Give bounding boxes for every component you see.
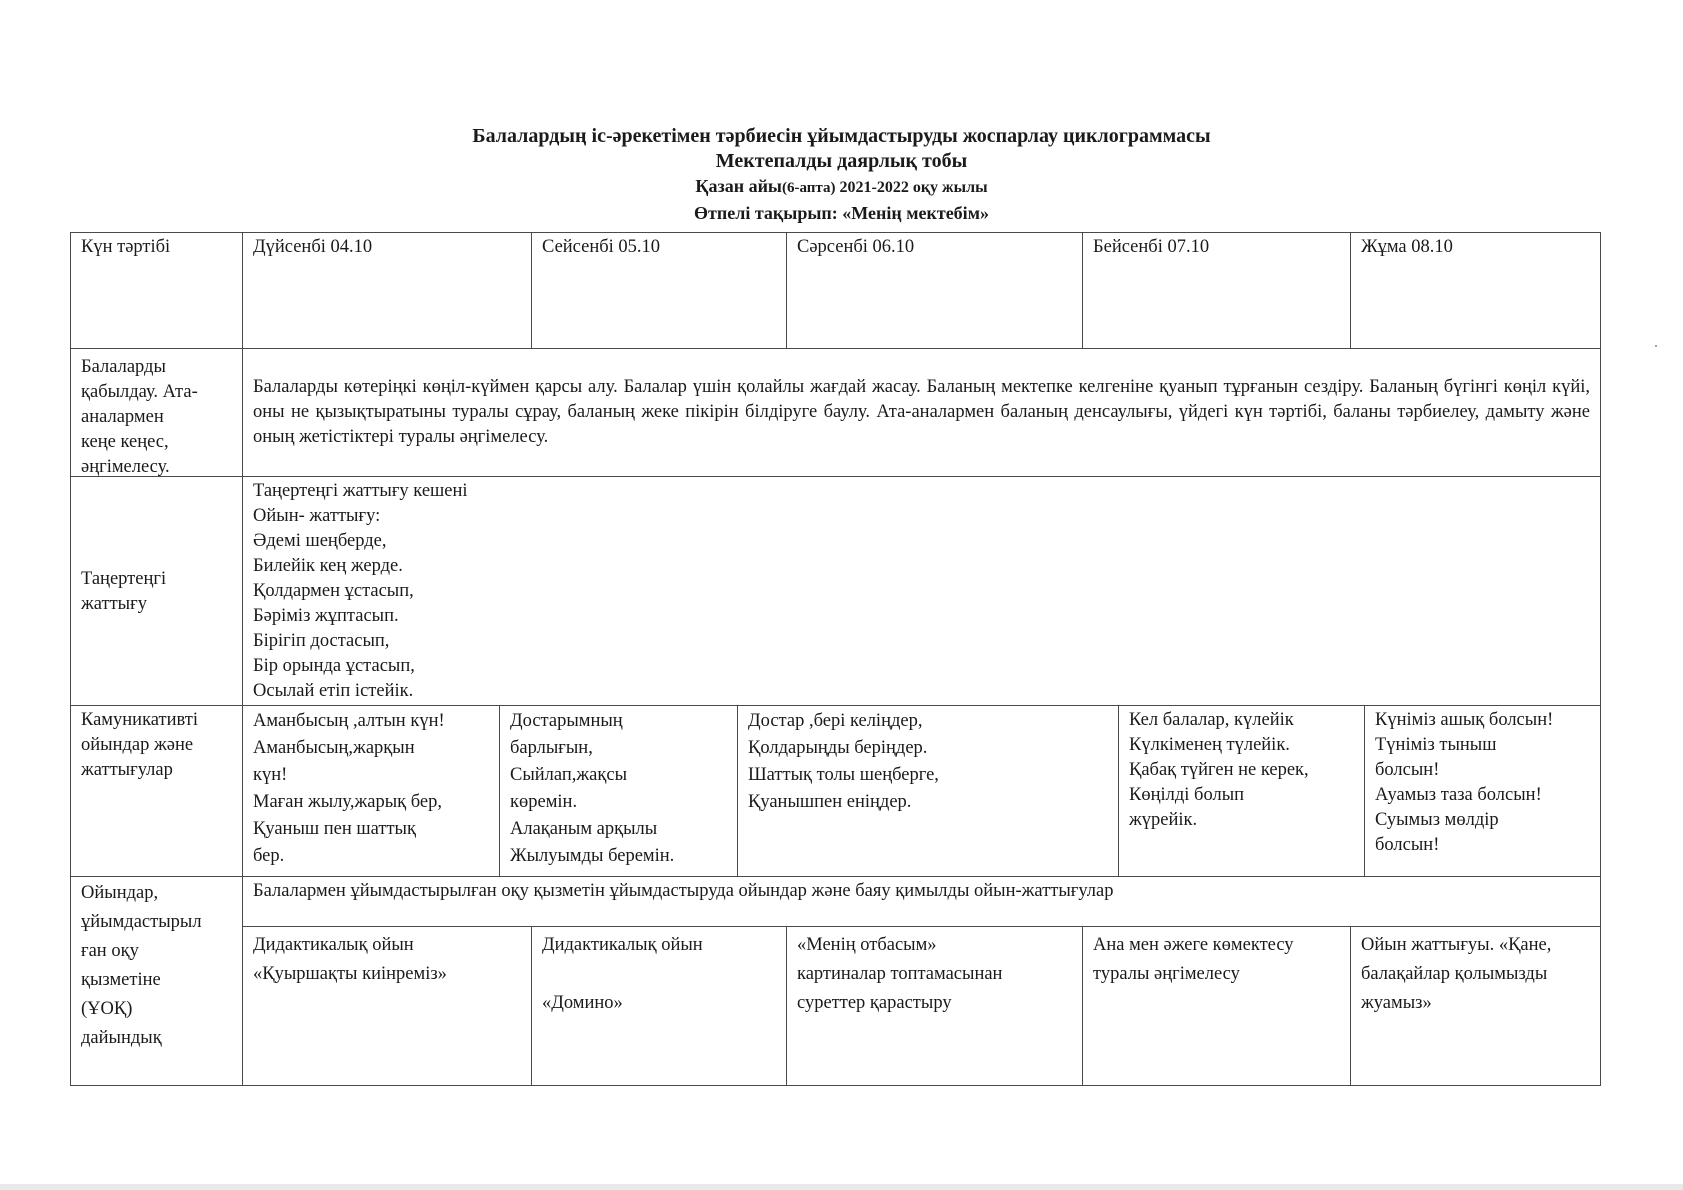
games-summary-cell xyxy=(242,876,1601,927)
document-title: Балалардың іс-әрекетімен тәрбиесін ұйымдастыруды жоспарлау циклограммасы xyxy=(472,125,1211,147)
theme-title: Өтпелі тақырып: «Менің мектебім» xyxy=(694,203,989,223)
verse-line: Достарымның xyxy=(510,711,623,731)
day-friday: Жұма 08.10 xyxy=(1361,237,1453,257)
exercise-line: Ойын- жаттығу: xyxy=(253,506,381,526)
activity-line xyxy=(542,960,776,989)
morning-label-cell xyxy=(70,476,243,706)
verse-line: Түніміз тыныш xyxy=(1375,735,1497,755)
exercise-line: Бір орында ұстасып, xyxy=(253,656,415,676)
reception-label-line: аналармен xyxy=(81,407,164,427)
communicative-label-line: ойындар және xyxy=(81,735,194,755)
verse-line: барлығын, xyxy=(510,738,593,758)
activity-line: «Қуыршақты киінреміз» xyxy=(253,964,447,984)
activity-line: картиналар топтамасынан xyxy=(797,964,1003,984)
scan-speck xyxy=(1655,345,1657,347)
communicative-day-cell xyxy=(1364,705,1601,877)
header-day-cell xyxy=(1350,232,1601,349)
communicative-label-line: Камуникативті xyxy=(81,710,198,730)
games-label-line: дайындық xyxy=(81,1028,162,1048)
reception-text: Балаларды көтеріңкі көңіл-күймен қарсы алу. Балалар үшін қолайлы жағдай жасау. Баланың мектепке келгеніне қуанып тұрғанын сездіру. Баланың бүгінгі көңіл күйі, оны не қызықтыратыны туралы сұрау, баланың жеке пікірін білдіруге баулу. Ата-аналармен баланың денсаулығы, үйдегі күн тәртібі, баланы тәрбиелеу, дамыту және оның жетістіктері туралы әңгімелесу. xyxy=(253,377,1590,447)
verse-line: Маған жылу,жарық бер, xyxy=(253,792,442,812)
period-title xyxy=(0,174,1683,201)
communicative-label-cell xyxy=(70,705,243,877)
day-tuesday: Сейсенбі 05.10 xyxy=(542,237,661,257)
games-label-line: (ҰОҚ) xyxy=(81,999,133,1019)
verse-line: көремін. xyxy=(510,792,578,812)
period-year: 2021-2022 оқу жылы xyxy=(835,179,988,196)
period-month: Қазан айы xyxy=(695,176,782,196)
verse-line: Кел балалар, күлейік xyxy=(1129,710,1294,730)
morning-exercise-cell xyxy=(242,476,1601,706)
verse-line: Ауамыз таза болсын! xyxy=(1375,785,1542,805)
games-day-cell xyxy=(1350,926,1601,1086)
verse-line: күн! xyxy=(253,765,288,785)
header-day-cell xyxy=(786,232,1083,349)
verse-line: Шаттық толы шеңберге, xyxy=(748,765,939,785)
games-day-cell xyxy=(531,926,787,1086)
activity-line: суреттер қарастыру xyxy=(797,993,952,1013)
reception-label-line: қабылдау. Ата- xyxy=(81,382,198,402)
verse-line: бер. xyxy=(253,846,285,866)
activity-line: Ана мен әжеге көмектесу xyxy=(1093,935,1294,955)
activity-line: Дидактикалық ойын xyxy=(253,935,414,955)
games-summary: Балалармен ұйымдастырылған оқу қызметін ұйымдастыруда ойындар және баяу қимылды ойын-жаттығулар xyxy=(253,881,1114,901)
verse-line: Қолдарыңды беріңдер. xyxy=(748,738,928,758)
day-monday: Дүйсенбі 04.10 xyxy=(253,237,373,257)
activity-line: балақайлар қолымызды xyxy=(1361,964,1548,984)
morning-label-line: жаттығу xyxy=(81,594,147,614)
header-label: Күн тәртібі xyxy=(81,237,171,257)
verse-line: Қуанышпен еніңдер. xyxy=(748,792,912,812)
activity-line: туралы әңгімелесу xyxy=(1093,964,1240,984)
document-header xyxy=(0,124,1683,226)
exercise-line: Бәріміз жұптасып. xyxy=(253,606,399,626)
verse-line: Көңілді болып xyxy=(1129,785,1245,805)
games-label-cell xyxy=(70,876,243,1086)
exercise-line: Билейік кең жерде. xyxy=(253,556,403,576)
activity-line: жуамыз» xyxy=(1361,993,1432,1013)
day-thursday: Бейсенбі 07.10 xyxy=(1093,237,1210,257)
games-label-line: ұйымдастырыл xyxy=(81,912,202,932)
verse-line: Қабақ түйген не керек, xyxy=(1129,760,1309,780)
verse-line: Алақаным арқылы xyxy=(510,819,658,839)
exercise-line: Таңертеңгі жаттығу кешені xyxy=(253,481,468,501)
communicative-day-cell xyxy=(737,705,1119,877)
verse-line: Аманбысың ,алтын күн! xyxy=(253,711,445,731)
verse-line: Күлкіменең түлейік. xyxy=(1129,735,1290,755)
communicative-day-cell xyxy=(242,705,500,877)
games-day-cell xyxy=(786,926,1083,1086)
games-day-cell xyxy=(1082,926,1351,1086)
verse-line: Күніміз ашық болсын! xyxy=(1375,710,1554,730)
verse-line: Сыйлап,жақсы xyxy=(510,765,628,785)
period-week: (6-апта) xyxy=(782,180,836,196)
exercise-line: Осылай етіп істейік. xyxy=(253,681,414,701)
communicative-day-cell xyxy=(499,705,738,877)
communicative-label-line: жаттығулар xyxy=(81,760,173,780)
verse-line: жүрейік. xyxy=(1129,810,1198,830)
group-title: Мектепалды даярлық тобы xyxy=(715,150,968,172)
verse-line: болсын! xyxy=(1375,760,1440,780)
reception-label-line: кеңе кеңес, xyxy=(81,432,169,452)
reception-label-line: әңгімелесу. xyxy=(81,457,170,477)
reception-label-line: Балаларды xyxy=(81,357,166,377)
activity-line: Дидактикалық ойын xyxy=(542,935,703,955)
reception-text-cell xyxy=(242,348,1601,477)
header-day-cell xyxy=(531,232,787,349)
verse-line: Аманбысың,жарқын xyxy=(253,738,415,758)
games-label-line: Ойындар, xyxy=(81,883,159,903)
games-day-cell xyxy=(242,926,532,1086)
activity-line: Ойын жаттығуы. «Қане, xyxy=(1361,935,1552,955)
verse-line: Достар ,бері келіңдер, xyxy=(748,711,923,731)
games-label-line: қызметіне xyxy=(81,970,161,990)
exercise-line: Қолдармен ұстасып, xyxy=(253,581,414,601)
reception-label-cell xyxy=(70,348,243,477)
verse-line: Жылуымды беремін. xyxy=(510,846,675,866)
header-label-cell xyxy=(70,232,243,349)
exercise-line: Әдемі шеңберде, xyxy=(253,531,387,551)
games-label-line: ған оқу xyxy=(81,941,139,961)
morning-label-line: Таңертеңгі xyxy=(81,569,167,589)
activity-line: «Домино» xyxy=(542,993,623,1013)
communicative-day-cell xyxy=(1118,705,1365,877)
scan-edge xyxy=(0,1184,1683,1190)
verse-line: болсын! xyxy=(1375,835,1440,855)
verse-line: Қуаныш пен шаттық xyxy=(253,819,416,839)
header-day-cell xyxy=(242,232,532,349)
day-wednesday: Сәрсенбі 06.10 xyxy=(797,237,915,257)
header-day-cell xyxy=(1082,232,1351,349)
exercise-line: Бірігіп достасып, xyxy=(253,631,390,651)
verse-line: Суымыз мөлдір xyxy=(1375,810,1499,830)
activity-line: «Менің отбасым» xyxy=(797,935,937,955)
